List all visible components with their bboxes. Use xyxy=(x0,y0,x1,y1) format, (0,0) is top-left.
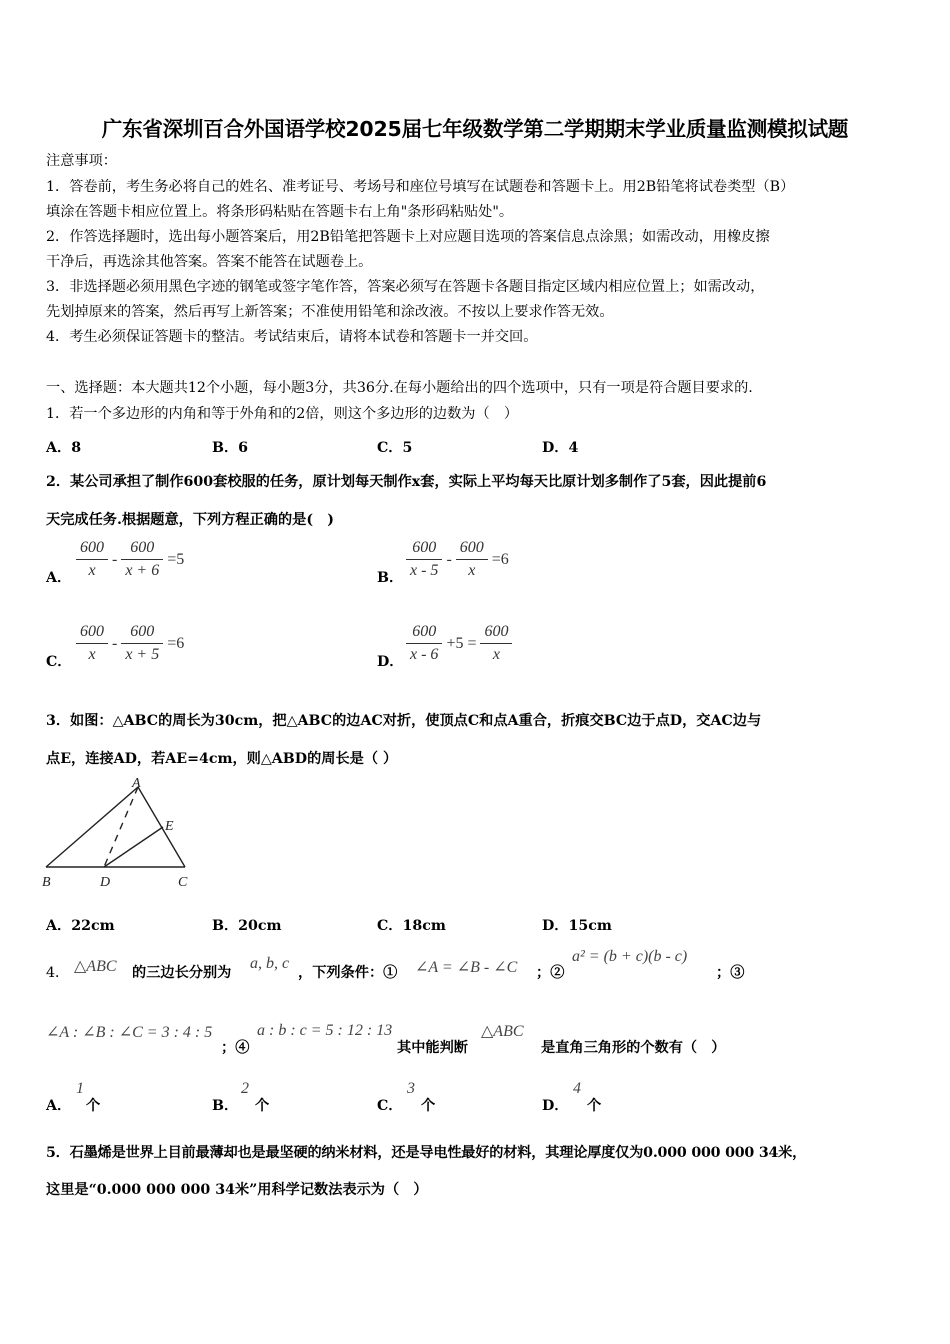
notice-line: 先划掉原来的答案，然后再写上新答案；不准使用铅笔和涂改液。不按以上要求作答无效。 xyxy=(46,304,614,320)
q4-label-c: C． xyxy=(377,1098,403,1114)
notice-line: 干净后，再选涂其他答案。答案不能答在试题卷上。 xyxy=(46,254,373,270)
q3-option-b: B．20cm xyxy=(212,918,282,934)
notice-heading: 注意事项： xyxy=(46,153,117,169)
q2-equation-a: $\frac{600}{x}$ - $\frac{600}{x + 6}$ =5 xyxy=(74,539,186,580)
q4-text-4: ；③ xyxy=(716,965,745,981)
q4-label-a: A． xyxy=(46,1098,72,1114)
notice-line: 4．考生必须保证答题卡的整洁。考试结束后，请将本试卷和答题卡一并交回。 xyxy=(46,329,538,345)
q2-equation-d: $\frac{600}{x - 6}$ +5 = $\frac{600}{x}$ xyxy=(404,623,514,664)
q4-text-5: ；④ xyxy=(221,1040,250,1056)
q4-value-b: 2 xyxy=(241,1080,249,1097)
page-title: 广东省深圳百合外国语学校2025届七年级数学第二学期期末学业质量监测模拟试题 xyxy=(101,117,849,141)
q1-option-a: A．8 xyxy=(46,440,82,456)
q4-text-7: 是直角三角形的个数有（ ） xyxy=(541,1040,726,1056)
section-heading: 一、选择题：本大题共12个小题，每小题3分，共36分.在每小题给出的四个选项中，只有一项是符合题目要求的. xyxy=(46,380,753,396)
question-5-line2: 这里是“0.000 000 000 34米”用科学记数法表示为（ ） xyxy=(46,1182,428,1198)
q4-text-3: ；② xyxy=(536,965,565,981)
side-ab xyxy=(46,787,138,867)
notice-line: 2．作答选择题时，选出每小题答案后，用2B铅笔把答题卡上对应题目选项的答案信息点涂黑；如需改动，用橡皮擦 xyxy=(46,229,770,245)
question-1-stem: 1．若一个多边形的内角和等于外角和的2倍，则这个多边形的边数为（ ） xyxy=(46,406,519,422)
q4-condition-4: a : b : c = 5 : 12 : 13 xyxy=(257,1022,393,1039)
q4-value-c: 3 xyxy=(407,1080,415,1097)
q3-option-a: A．22cm xyxy=(46,918,115,934)
label-b: B xyxy=(42,875,51,890)
q3-option-c: C．18cm xyxy=(377,918,446,934)
q1-option-d: D．4 xyxy=(542,440,579,456)
label-c: C xyxy=(178,875,188,890)
notice-line: 填涂在答题卡相应位置上。将条形码粘贴在答题卡右上角"条形码粘贴处"。 xyxy=(46,204,514,220)
q4-triangle-symbol-2: △ABC xyxy=(481,1023,524,1040)
label-a: A xyxy=(132,776,141,791)
q4-condition-2: a² = (b + c)(b - c) xyxy=(572,948,688,965)
q4-unit-b: 个 xyxy=(255,1098,270,1114)
q4-condition-1: ∠A = ∠B - ∠C xyxy=(415,959,518,976)
q2-label-d: D． xyxy=(377,654,404,670)
q4-value-a: 1 xyxy=(76,1080,84,1097)
q1-option-b: B．6 xyxy=(212,440,249,456)
q4-triangle-symbol: △ABC xyxy=(74,958,117,975)
q2-label-c: C． xyxy=(46,654,72,670)
q4-unit-c: 个 xyxy=(421,1098,436,1114)
q2-equation-c: $\frac{600}{x}$ - $\frac{600}{x + 5}$ =6 xyxy=(74,623,186,664)
q4-value-d: 4 xyxy=(573,1080,581,1097)
q4-text-2: ，下列条件：① xyxy=(298,965,398,981)
question-3-line1: 3．如图：△ABC的周长为30cm，把△ABC的边AC对折，使顶点C和点A重合，折痕交BC边于点D，交AC边与 xyxy=(46,713,762,729)
q4-label-d: D． xyxy=(542,1098,569,1114)
q4-number: 4． xyxy=(46,965,70,981)
q4-text-1: 的三边长分别为 xyxy=(132,965,232,981)
q4-unit-a: 个 xyxy=(86,1098,101,1114)
notice-line: 3．非选择题必须用黑色字迹的钢笔或签字笔作答，答案必须写在答题卡各题目指定区域内相应位置上；如需改动， xyxy=(46,279,765,295)
question-5-line1: 5．石墨烯是世界上目前最薄却也是最坚硬的纳米材料，还是导电性最好的材料，其理论厚度仅为0.000 000 000 34米， xyxy=(46,1145,807,1161)
q2-equation-b: $\frac{600}{x - 5}$ - $\frac{600}{x}$ =6 xyxy=(404,539,511,580)
triangle-figure xyxy=(40,772,200,894)
q1-option-c: C．5 xyxy=(377,440,413,456)
q2-label-a: A． xyxy=(46,570,72,586)
question-2-line2: 天完成任务.根据题意，下列方程正确的是( ) xyxy=(46,512,334,528)
q4-condition-3: ∠A : ∠B : ∠C = 3 : 4 : 5 xyxy=(46,1024,213,1041)
label-e: E xyxy=(165,819,174,834)
q4-text-6: 其中能判断 xyxy=(397,1040,468,1056)
q3-option-d: D．15cm xyxy=(542,918,612,934)
side-ac xyxy=(138,787,185,867)
q2-label-b: B． xyxy=(377,570,404,586)
question-2-line1: 2．某公司承担了制作600套校服的任务，原计划每天制作x套，实际上平均每天比原计划多制作了5套，因此提前6 xyxy=(46,474,767,490)
q4-unit-d: 个 xyxy=(587,1098,602,1114)
q4-sides: a, b, c xyxy=(250,955,290,972)
notice-line: 1．答卷前，考生务必将自己的姓名、准考证号、考场号和座位号填写在试题卷和答题卡上。用2B铅笔将试卷类型（B） xyxy=(46,179,795,195)
q4-label-b: B． xyxy=(212,1098,239,1114)
label-d: D xyxy=(100,875,111,890)
question-3-line2: 点E，连接AD，若AE=4cm，则△ABD的周长是（ ） xyxy=(46,751,398,767)
